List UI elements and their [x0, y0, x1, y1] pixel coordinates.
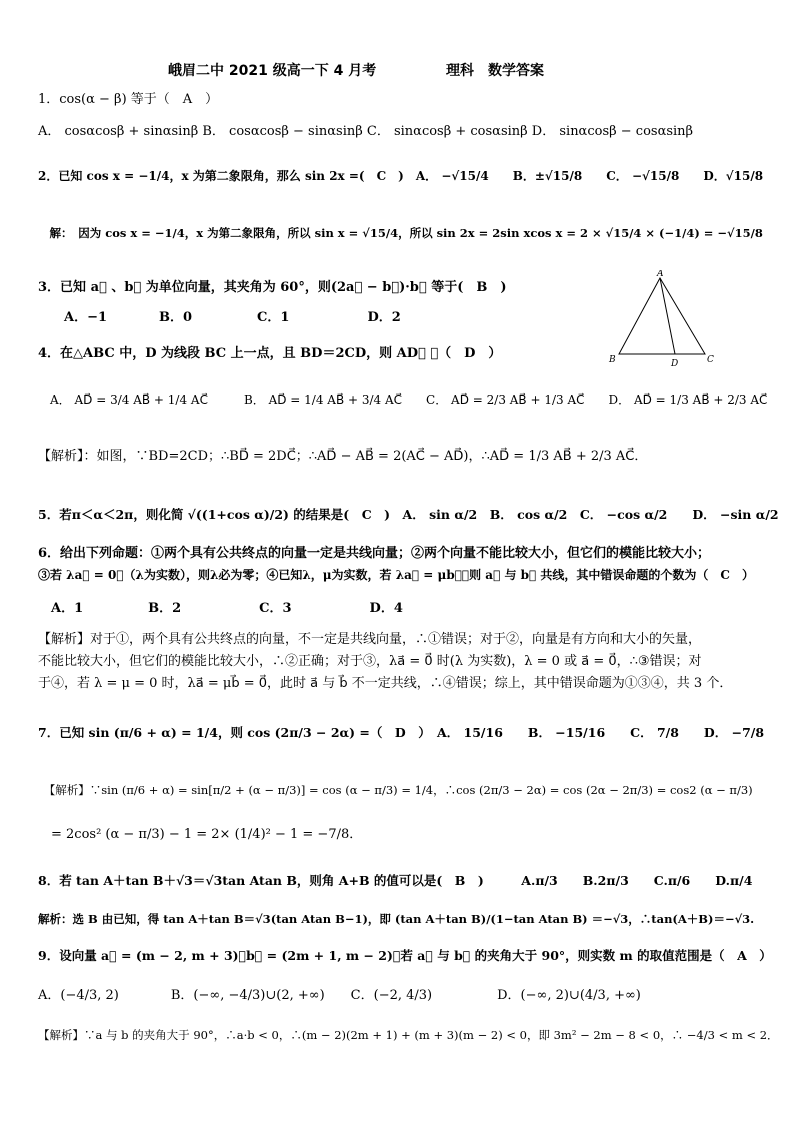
text-line-q9: 9．设向量 a⃗ = (m − 2, m + 3)，b⃗ = (2m + 1, m − 2)，若 a⃗ 与 b⃗ 的夹角大于 90°，则实数 m 的取值范围是（ A ）: [38, 948, 772, 963]
text-line-q9o: A．(−4/3, 2) B．(−∞, −4/3)∪(2, +∞) C．(−2, 4/3) D．(−∞, 2)∪(4/3, +∞): [38, 988, 641, 1003]
exam-subtitle: 理科 数学答案: [446, 63, 544, 79]
text-line-q6s2: 不能比较大小，但它们的模能比较大小，∴②正确；对于③，λa⃗ = 0⃗ 时(λ 为实数)，λ = 0 或 a⃗ = 0⃗，∴③错误；对: [38, 654, 702, 669]
text-line-q3: 3．已知 a⃗ 、b⃗ 为单位向量，其夹角为 60°，则(2a⃗ − b⃗)·b⃗ 等于( B ): [38, 280, 507, 295]
text-line-q1: 1．cos(α − β) 等于（ A ）: [38, 92, 219, 107]
text-line-q9s: 【解析】∵a 与 b 的夹角大于 90°，∴a·b < 0，∴(m − 2)(2m + 1) + (m + 3)(m − 2) < 0，即 3m² − 2m − 8 < 0，∴ −4/3 < m < 2．: [38, 1028, 779, 1042]
text-line-q8: 8．若 tan A＋tan B＋√3＝√3tan Atan B，则角 A+B 的值可以是( B ) A.π/3 B.2π/3 C.π/6 D.π/4: [38, 873, 753, 888]
text-line-q7s1: 【解析】∵sin (π/6 + α) = sin[π/2 + (α − π/3)] = cos (α − π/3) = 1/4，∴cos (2π/3 − 2α) = cos (2α − 2π/3) = cos2 (α − π/3): [38, 783, 753, 797]
text-line-q4o: A． AD⃗ = 3/4 AB⃗ + 1/4 AC⃗ B． AD⃗ = 1/4 AB⃗ + 3/4 AC⃗ C． AD⃗ = 2/3 AB⃗ + 1/3 AC⃗ D． AD⃗ = 1/3 AB⃗ + 2/3 AC⃗: [38, 393, 768, 407]
text-line-q4: 4．在△ABC 中，D 为线段 BC 上一点，且 BD＝2CD，则 AD⃗ ＝（ D ）: [38, 346, 502, 361]
triangle-figure: [605, 270, 725, 370]
text-line-q5: 5．若π＜α＜2π，则化简 √((1+cos α)/2) 的结果是( C ) A． sin α/2 B． cos α/2 C． −cos α/2 D． −sin α/2: [38, 507, 779, 522]
label-a: A: [657, 270, 664, 279]
text-line-q7s2: = 2cos² (α − π/3) − 1 = 2× (1/4)² − 1 = −7/8．: [38, 827, 363, 842]
text-line-q4s: 【解析】：如图，∵BD=2CD；∴BD⃗ = 2DC⃗；∴AD⃗ − AB⃗ = 2(AC⃗ − AD⃗)，∴AD⃗ = 1/3 AB⃗ + 2/3 AC⃗．: [38, 449, 648, 464]
text-line-q6s1: 【解析】对于①，两个具有公共终点的向量，不一定是共线向量，∴①错误；对于②，向量是有方向和大小的矢量，: [38, 632, 702, 647]
text-line-q8s: 解析：选 B 由已知，得 tan A＋tan B＝√3(tan Atan B−1)，即 (tan A＋tan B)/(1−tan Atan B) ＝−√3，∴tan(A＋B)＝−√3.: [38, 912, 755, 926]
text-line-q6b: ③若 λa⃗ = 0⃗（λ为实数），则λ必为零；④已知λ，μ为实数，若 λa⃗ = μb⃗，则 a⃗ 与 b⃗ 共线，其中错误命题的个数为（ C ）: [38, 568, 754, 582]
text-line-q6a: 6．给出下列命题：①两个具有公共终点的向量一定是共线向量；②两个向量不能比较大小，但它们的模能比较大小；: [38, 546, 711, 561]
label-b: B: [609, 355, 616, 365]
text-line-q3o: A．−1 B．0 C．1 D．2: [38, 310, 401, 325]
text-line-q2: 2．已知 cos x = −1/4，x 为第二象限角，那么 sin 2x =( C ) A． −√15/4 B．±√15/8 C． −√15/8 D．√15/8: [38, 169, 764, 183]
text-line-q7: 7．已知 sin (π/6 + α) = 1/4，则 cos (2π/3 − 2α) =（ D ） A． 15/16 B． −15/16 C． 7/8 D． −7/8: [38, 725, 765, 740]
text-line-q6s3: 于④，若 λ = μ = 0 时，λa⃗ = μb⃗ = 0⃗，此时 a⃗ 与 b⃗ 不一定共线，∴④错误；综上，其中错误命题为①③④，共 3 个．: [38, 676, 733, 691]
text-line-q2s: 解： 因为 cos x = −1/4，x 为第二象限角，所以 sin x = √15/4，所以 sin 2x = 2sin xcos x = 2 × √15/4 × (−1/4) = −√15/8: [38, 226, 763, 240]
text-line-q1o: A． cosαcosβ + sinαsinβ B． cosαcosβ − sinαsinβ C． sinαcosβ + cosαsinβ D． sinαcosβ − cosαsinβ: [38, 124, 694, 139]
label-c: C: [707, 355, 714, 365]
text-line-q6o: A．1 B．2 C．3 D．4: [38, 601, 403, 616]
exam-title: 峨眉二中 2021 级高一下 4 月考: [168, 63, 377, 79]
label-d: D: [671, 359, 679, 369]
